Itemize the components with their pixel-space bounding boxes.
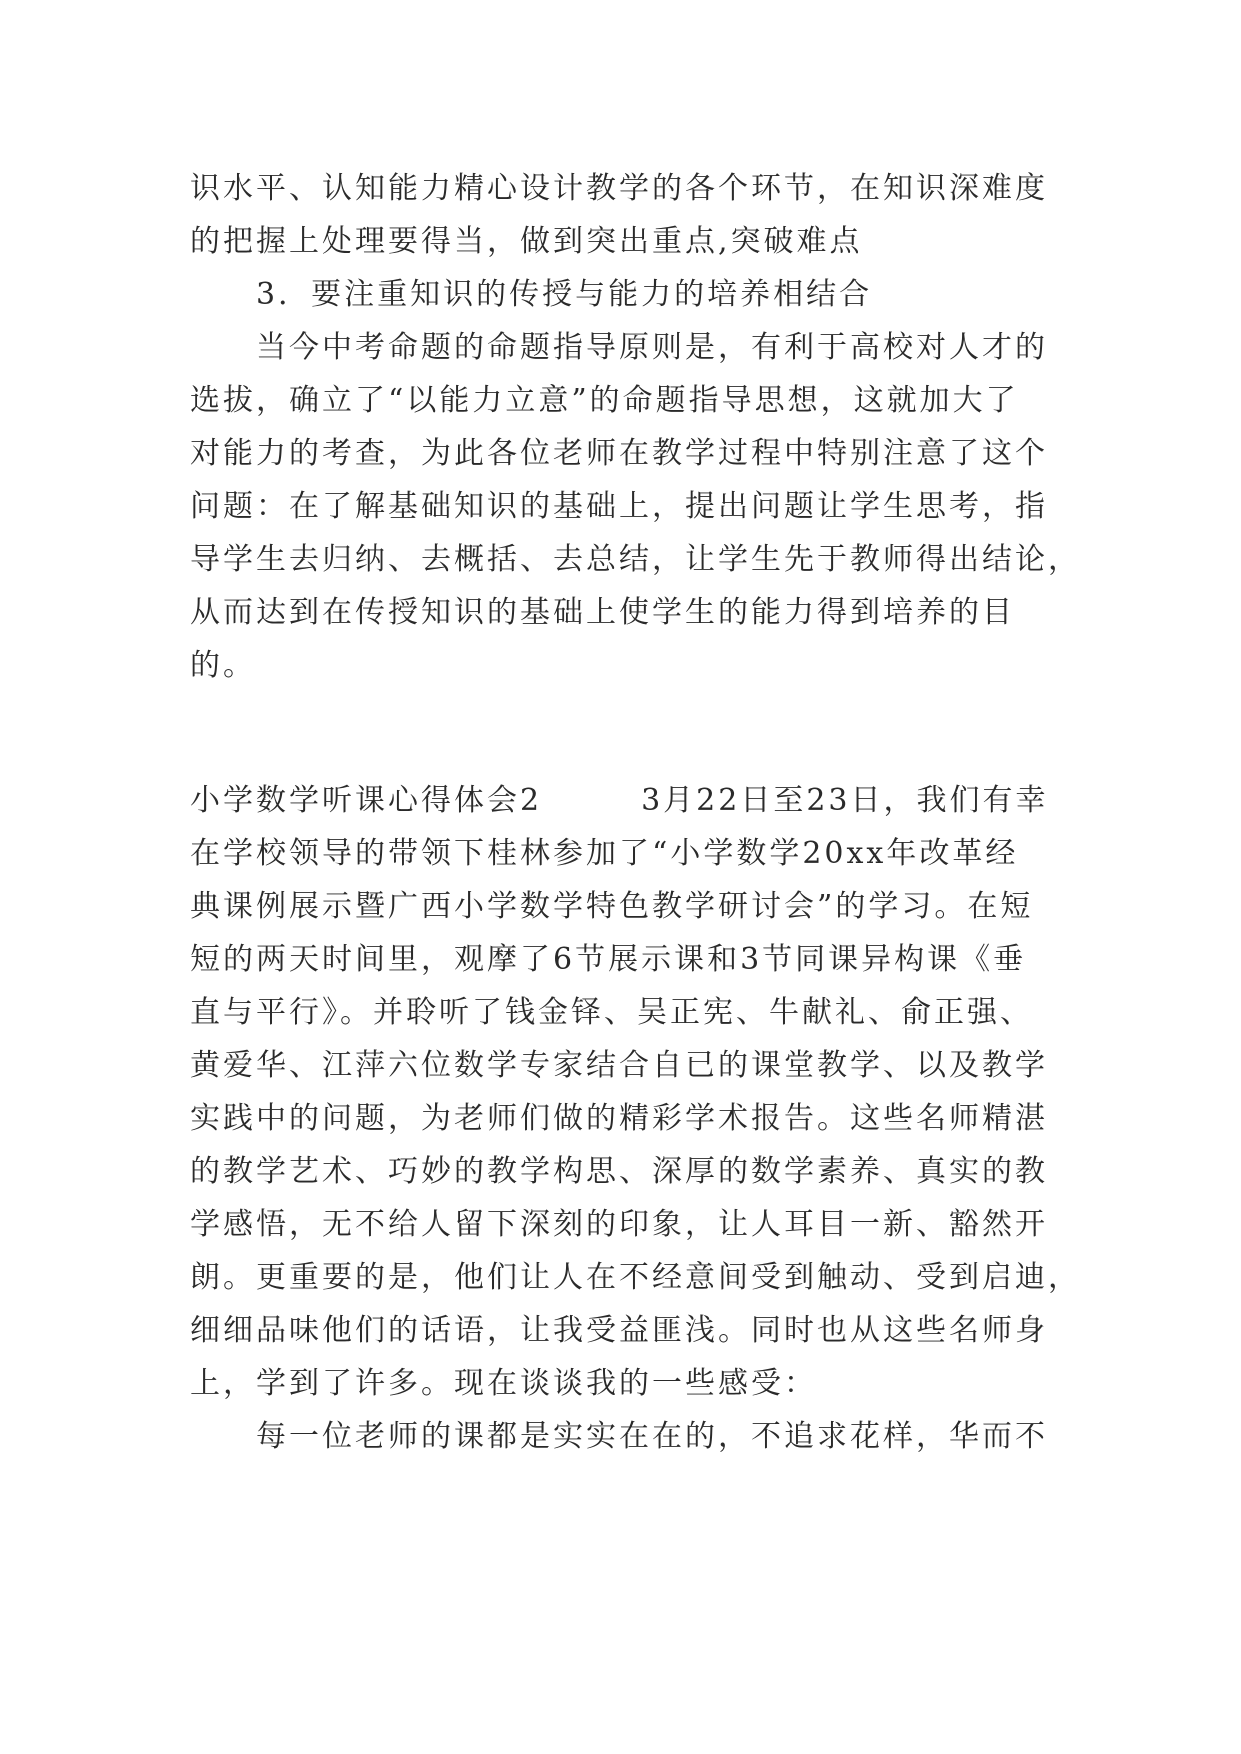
text-line: 在学校领导的带领下桂林参加了“小学数学20xx年改革经 <box>190 836 1019 871</box>
text-line: 上，学到了许多。现在谈谈我的一些感受： <box>190 1366 817 1401</box>
text-line: 的。 <box>190 648 256 683</box>
text-line: 的教学艺术、巧妙的教学构思、深厚的数学素养、真实的教 <box>190 1154 1048 1189</box>
text-line: 选拔，确立了“以能力立意”的命题指导思想，这就加大了 <box>190 383 1019 418</box>
text-line: 当今中考命题的命题指导原则是，有利于高校对人才的 <box>256 330 1048 365</box>
text-line: 朗。更重要的是，他们让人在不经意间受到触动、受到启迪， <box>190 1260 1081 1295</box>
text-line: 典课例展示暨广西小学数学特色教学研讨会”的学习。在短 <box>190 889 1034 924</box>
document-body <box>190 162 1081 1463</box>
text-line: 从而达到在传授知识的基础上使学生的能力得到培养的目 <box>190 595 1015 630</box>
text-line: 导学生去归纳、去概括、去总结，让学生先于教师得出结论， <box>190 542 1081 577</box>
text-line: 识水平、认知能力精心设计教学的各个环节，在知识深难度 <box>190 171 1048 206</box>
text-line: 小学数学听课心得体会2 3月22日至23日，我们有幸 <box>190 783 1049 818</box>
text-line: 问题：在了解基础知识的基础上，提出问题让学生思考，指 <box>190 489 1048 524</box>
paragraph-continued <box>190 162 1050 268</box>
text-line: 黄爱华、江萍六位数学专家结合自已的课堂教学、以及教学 <box>190 1048 1048 1083</box>
paragraph-experience-2 <box>190 774 1081 1410</box>
text-line: 细细品味他们的话语，让我受益匪浅。同时也从这些名师身 <box>190 1313 1048 1348</box>
text-line: 直与平行》。并聆听了钱金铎、吴正宪、牛献礼、俞正强、 <box>190 995 1033 1030</box>
paragraph-teacher-lessons <box>190 1410 1050 1463</box>
text-line: 的把握上处理要得当，做到突出重点,突破难点 <box>190 224 863 259</box>
text-line: 每一位老师的课都是实实在在的，不追求花样，华而不 <box>256 1419 1048 1454</box>
text-line: 实践中的问题，为老师们做的精彩学术报告。这些名师精湛 <box>190 1101 1048 1136</box>
text-line: 学感悟，无不给人留下深刻的印象，让人耳目一新、豁然开 <box>190 1207 1048 1242</box>
paragraph-ability-cultivation <box>190 321 1081 692</box>
text-line: 短的两天时间里，观摩了6节展示课和3节同课异构课《垂 <box>190 942 1027 977</box>
paragraph-gap <box>190 692 1050 774</box>
section-heading: 3．要注重知识的传授与能力的培养相结合 <box>256 277 873 312</box>
text-line: 对能力的考查，为此各位老师在教学过程中特别注意了这个 <box>190 436 1048 471</box>
